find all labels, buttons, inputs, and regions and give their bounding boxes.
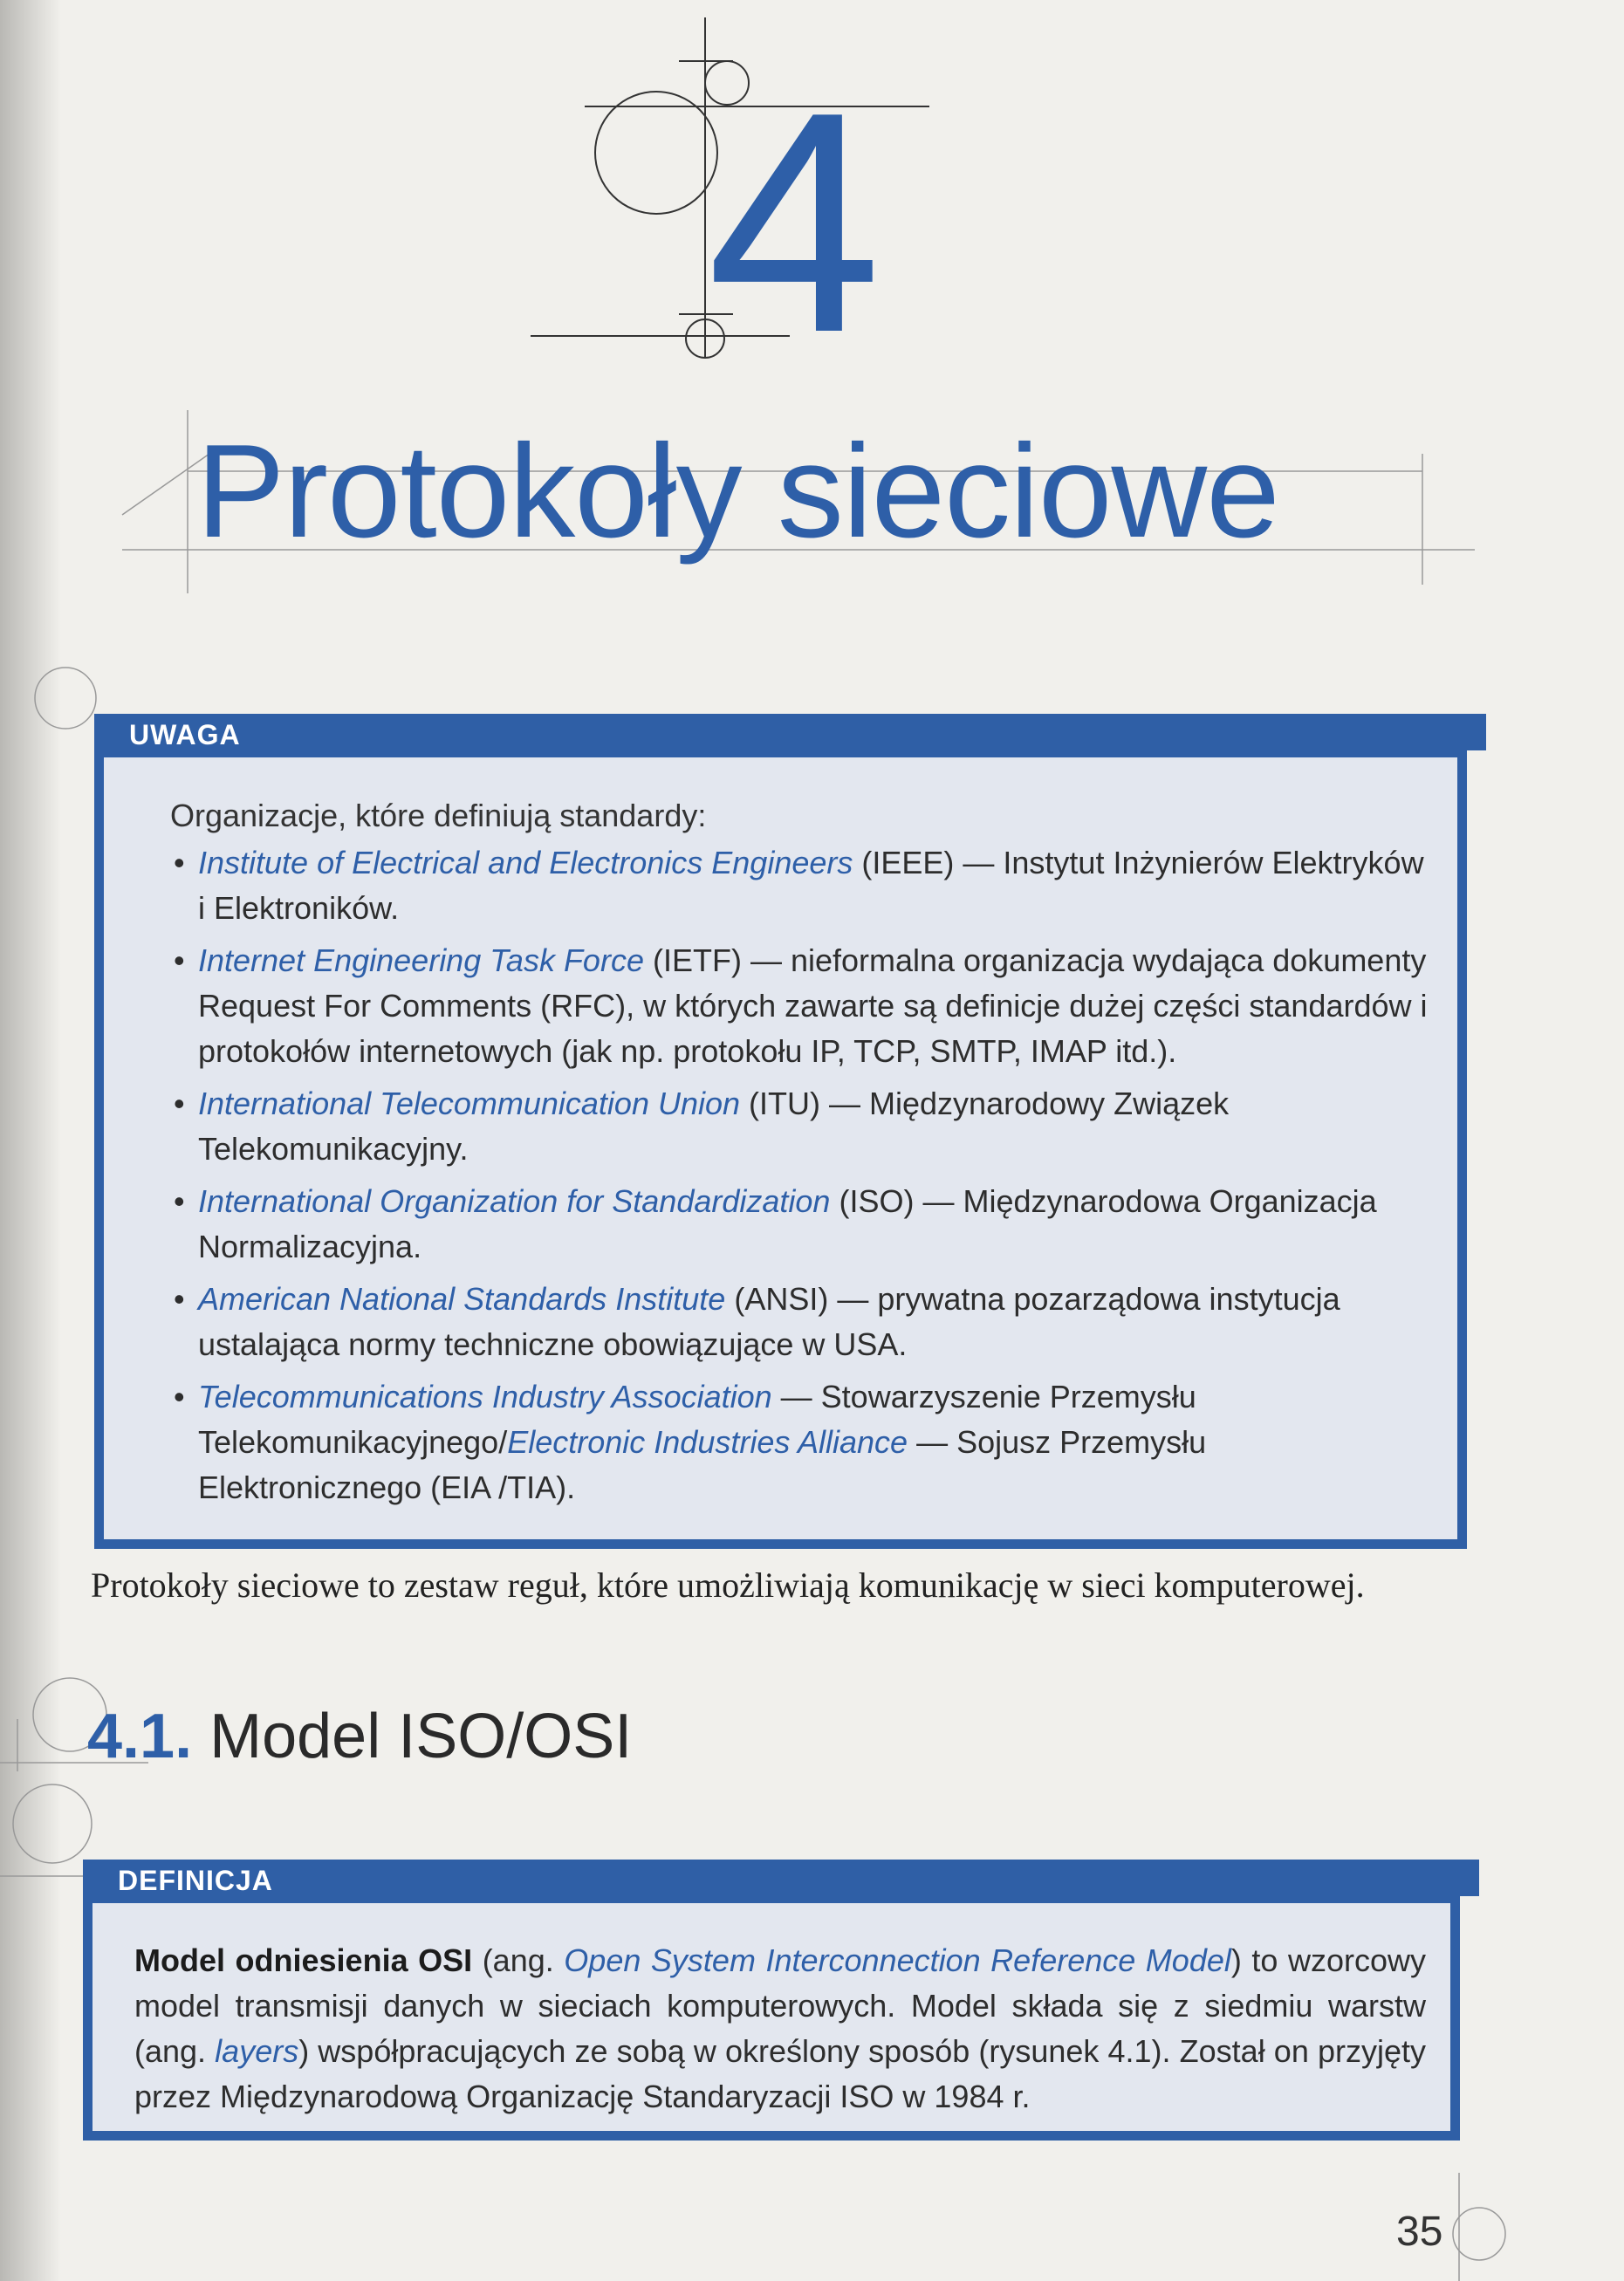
note-box-label: UWAGA: [94, 714, 1486, 750]
list-item: • Telecommunications Industry Association — Stowarzyszenie Przemysłu Telekomunikacyjnego/Electronic Industries Alliance — Sojusz Przemysłu Elektronicznego (EIA /TIA).: [193, 1374, 1432, 1510]
drafting-circle-large: [595, 92, 717, 214]
chapter-title: Protokoły sieciowe: [196, 417, 1279, 565]
section-heading: [87, 1697, 632, 1776]
page-number-circle: [1453, 2208, 1505, 2260]
definition-box-label: DEFINICJA: [83, 1860, 1479, 1896]
list-item: • Institute of Electrical and Electronics Engineers (IEEE) — Instytut Inżynierów Elektryków i Elektroników.: [193, 840, 1432, 931]
definition-text: Model odniesienia OSI (ang. Open System Interconnection Reference Model) to wzorcowy model transmisji danych w sieciach komputerowych. Model składa się z siedmiu warstw (ang. layers) współpracujących ze sobą w określony sposób (rysunek 4.1). Został on przyjęty przez Międzynarodową Organizację Standaryzacji ISO w 1984 r.: [134, 1942, 1426, 2114]
list-item: • International Telecommunication Union (ITU) — Międzynarodowy Związek Telekomunikacyjny.: [193, 1081, 1432, 1172]
note-box: [94, 719, 1467, 1549]
list-item: • Internet Engineering Task Force (IETF) — nieformalna organizacja wydająca dokumenty Request For Comments (RFC), w których zawarte są definicje dużej części standardów i protokołów internetowych (jak np. protokołu IP, TCP, SMTP, IMAP itd.).: [193, 938, 1432, 1074]
chapter-number: 4: [707, 47, 882, 398]
body-paragraph: Protokoły sieciowe to zestaw reguł, które umożliwiają komunikację w sieci komputerowej.: [91, 1565, 1365, 1605]
organization-list: [193, 840, 1432, 1517]
page-number: 35: [1396, 2209, 1443, 2255]
section-title: Model ISO/OSI: [209, 1702, 633, 1771]
list-item: • American National Standards Institute (ANSI) — prywatna pozarządowa instytucja ustalająca normy techniczne obowiązujące w USA.: [193, 1277, 1432, 1367]
list-item: • International Organization for Standardization (ISO) — Międzynarodowa Organizacja Normalizacyjna.: [193, 1179, 1432, 1270]
section-number: 4.1.: [87, 1702, 193, 1771]
note-intro: Organizacje, które definiują standardy:: [170, 798, 707, 833]
definition-box: [83, 1865, 1460, 2141]
